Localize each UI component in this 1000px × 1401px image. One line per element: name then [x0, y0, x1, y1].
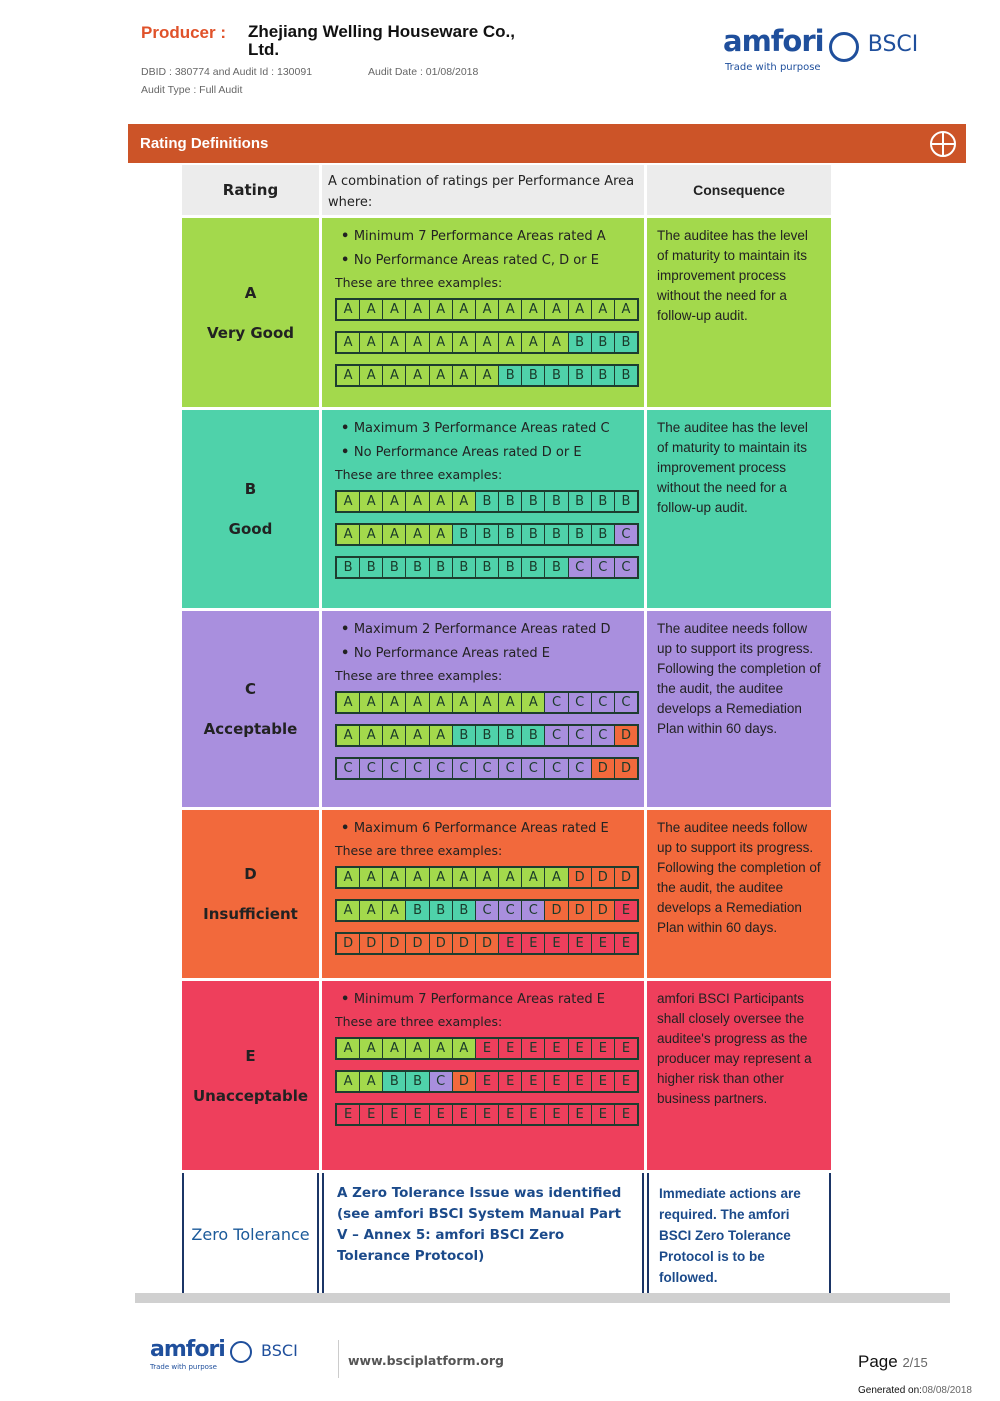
- examples-label: These are three examples:: [335, 1014, 503, 1029]
- rating-cell-d: D: [453, 1072, 476, 1091]
- producer-label: Producer :: [141, 23, 227, 42]
- rating-cell-a: A: [383, 693, 406, 712]
- section-title: Rating Definitions: [140, 135, 269, 152]
- rating-cell-a: A: [430, 868, 453, 887]
- rating-cell-a: A: [406, 333, 429, 352]
- criteria-bullet: • Minimum 7 Performance Areas rated E: [341, 992, 638, 1007]
- rating-cell-a: A: [360, 1072, 383, 1091]
- generated-date: 08/08/2018: [921, 1385, 972, 1396]
- rating-cell-b: B: [592, 525, 615, 544]
- rating-cell-b: B: [522, 726, 545, 745]
- rating-cell-a: A: [337, 333, 360, 352]
- rating-cell-e: E: [499, 1072, 522, 1091]
- rating-cell-a: A: [337, 492, 360, 511]
- rating-cell-a: A: [406, 492, 429, 511]
- examples-label: These are three examples:: [335, 467, 503, 482]
- rating-cell-e: E: [476, 1105, 499, 1124]
- rating-cell-a: A: [430, 1039, 453, 1058]
- rating-cell-e: E: [545, 934, 568, 953]
- rating-cell-b: B: [406, 901, 429, 920]
- rating-cell-a: A: [383, 1039, 406, 1058]
- rating-letter: D: [244, 865, 257, 883]
- rating-cell-e: E: [615, 1105, 637, 1124]
- rating-cell-a: A: [337, 693, 360, 712]
- rating-cell-e: E: [592, 1072, 615, 1091]
- rating-cell-b: B: [476, 525, 499, 544]
- rating-cell-b: B: [569, 525, 592, 544]
- combination-cell: [322, 218, 644, 407]
- rating-cell-a: A: [406, 366, 429, 385]
- rating-cell-a: A: [406, 1039, 429, 1058]
- page-number: [858, 1352, 928, 1372]
- rating-cell-a: A: [545, 868, 568, 887]
- rating-cell-b: B: [453, 726, 476, 745]
- rating-cell-e: E: [592, 1105, 615, 1124]
- rating-cell-b: B: [476, 558, 499, 577]
- rating-cell-c: C: [592, 558, 615, 577]
- amfori-logo: [723, 26, 918, 74]
- rating-row-d: [182, 810, 831, 978]
- rating-cell-a: A: [337, 366, 360, 385]
- rating-cell-d: D: [569, 901, 592, 920]
- rating-cell-a: A: [337, 1072, 360, 1091]
- rating-cell-d: D: [360, 934, 383, 953]
- generated-label: Generated on:: [858, 1385, 922, 1396]
- rating-cell-a: A: [383, 901, 406, 920]
- rating-cell-e: E: [569, 934, 592, 953]
- rating-cell-a: A: [453, 1039, 476, 1058]
- rating-cell-b: B: [545, 366, 568, 385]
- rating-cell-b: B: [569, 366, 592, 385]
- rating-cell-a: A: [476, 300, 499, 319]
- example-grid: [335, 1070, 639, 1093]
- rating-cell-e: E: [337, 1105, 360, 1124]
- rating-cell-b: B: [406, 558, 429, 577]
- example-grid: [335, 691, 639, 714]
- criteria-bullet: • No Performance Areas rated E: [341, 646, 638, 661]
- combination-cell: [322, 410, 644, 608]
- logo-tagline: Trade with purpose: [725, 61, 821, 73]
- rating-cell-b: B: [499, 558, 522, 577]
- rating-cell-e: E: [615, 934, 637, 953]
- rating-cell-e: E: [453, 1105, 476, 1124]
- rating-cell-a: A: [383, 300, 406, 319]
- rating-definitions-table: [182, 165, 831, 1299]
- examples-label: These are three examples:: [335, 668, 503, 683]
- rating-cell-b: B: [453, 525, 476, 544]
- consequence-cell: The auditee has the level of maturity to maintain its improvement process without the need for a follow-up audit.: [647, 218, 831, 407]
- rating-cell-b: B: [615, 492, 637, 511]
- combination-cell: [322, 981, 644, 1170]
- zero-tolerance-consequence: Immediate actions are required. The amfori BSCI Zero Tolerance Protocol is to be followed.: [647, 1173, 831, 1296]
- rating-cell-c: C: [522, 759, 545, 778]
- rating-cell-b: B: [337, 558, 360, 577]
- rating-cell-d: D: [337, 934, 360, 953]
- rating-cell-b: B: [383, 1072, 406, 1091]
- rating-cell-a: A: [383, 726, 406, 745]
- rating-cell-a: A: [592, 300, 615, 319]
- criteria-bullet: • No Performance Areas rated C, D or E: [341, 253, 638, 268]
- logo-brand: amfori: [723, 24, 824, 58]
- rating-cell-a: A: [430, 366, 453, 385]
- example-grid: [335, 757, 639, 780]
- rating-cell-a: A: [453, 300, 476, 319]
- rating-cell-a: A: [430, 525, 453, 544]
- rating-cell-c: C: [406, 759, 429, 778]
- page-value: 2/15: [902, 1355, 928, 1370]
- logo-product: BSCI: [867, 32, 919, 57]
- rating-cell-a: A: [430, 300, 453, 319]
- header-rating: Rating: [182, 165, 319, 215]
- rating-cell-a: A: [545, 300, 568, 319]
- rating-cell-a: A: [406, 726, 429, 745]
- footer-separator: [338, 1340, 339, 1378]
- consequence-cell: The auditee needs follow up to support its progress. Following the completion of the audit, the auditee develops a Remediation Plan within 60 days.: [647, 611, 831, 807]
- combination-cell: [322, 611, 644, 807]
- examples-label: These are three examples:: [335, 843, 503, 858]
- rating-cell-d: D: [569, 868, 592, 887]
- criteria-bullet: • Maximum 2 Performance Areas rated D: [341, 622, 638, 637]
- rating-cell-b: B: [430, 558, 453, 577]
- rating-cell-b: B: [615, 366, 637, 385]
- rating-cell-b: B: [569, 333, 592, 352]
- rating-cell-d: D: [476, 934, 499, 953]
- rating-cell-b: B: [476, 726, 499, 745]
- rating-cell-e: E: [569, 1072, 592, 1091]
- rating-cell-a: A: [383, 333, 406, 352]
- rating-cell-a: A: [406, 525, 429, 544]
- rating-cell-b: B: [545, 525, 568, 544]
- rating-cell-c: C: [615, 525, 637, 544]
- rating-cell-e: E: [499, 1039, 522, 1058]
- rating-cell-a: A: [615, 300, 637, 319]
- footer-amfori-logo: [150, 1338, 298, 1372]
- criteria-bullet: • Minimum 7 Performance Areas rated A: [341, 229, 638, 244]
- rating-label: Very Good: [206, 323, 295, 342]
- rating-cell-d: D: [615, 759, 637, 778]
- rating-cell-a: A: [360, 868, 383, 887]
- rating-cell-c: C: [615, 558, 637, 577]
- consequence-cell: The auditee needs follow up to support its progress. Following the completion of the audit, the auditee develops a Remediation Plan within 60 days.: [647, 810, 831, 978]
- globe-icon: [930, 131, 956, 157]
- rating-cell-c: C: [545, 726, 568, 745]
- example-grid: [335, 523, 639, 546]
- rating-cell-a: A: [406, 693, 429, 712]
- rating-cell-c: C: [499, 759, 522, 778]
- rating-cell-e: E: [615, 1072, 637, 1091]
- rating-cell-a: A: [360, 300, 383, 319]
- rating-cell-a: A: [522, 300, 545, 319]
- rating-cell-b: B: [499, 726, 522, 745]
- rating-cell-c: C: [499, 901, 522, 920]
- rating-cell-d: D: [545, 901, 568, 920]
- rating-cell-a: A: [360, 726, 383, 745]
- zero-tolerance-description: A Zero Tolerance Issue was identified (see amfori BSCI System Manual Part V – Annex 5: amfori BSCI Zero Tolerance Protocol): [322, 1173, 644, 1296]
- rating-cell-b: B: [522, 492, 545, 511]
- rating-cell-a: A: [360, 333, 383, 352]
- rating-letter: E: [245, 1046, 256, 1065]
- rating-cell-b: B: [592, 492, 615, 511]
- rating-cell-b: B: [592, 366, 615, 385]
- rating-letter: B: [244, 480, 257, 498]
- audit-type: Audit Type : Full Audit: [141, 84, 243, 96]
- rating-cell-e: E: [569, 1039, 592, 1058]
- rating-cell-b: B: [592, 333, 615, 352]
- rating-cell: [182, 611, 319, 807]
- rating-cell-a: A: [337, 726, 360, 745]
- footer-logo-tagline: Trade with purpose: [150, 1362, 217, 1371]
- rating-cell-c: C: [592, 726, 615, 745]
- rating-cell-c: C: [453, 759, 476, 778]
- dbid: DBID : 380774 and Audit Id : 130091: [141, 66, 313, 78]
- rating-cell-b: B: [406, 1072, 429, 1091]
- website-link[interactable]: www.bsciplatform.org: [348, 1353, 504, 1368]
- rating-cell-e: E: [522, 1039, 545, 1058]
- example-grid: [335, 1103, 639, 1126]
- rating-cell-a: A: [453, 333, 476, 352]
- rating-cell-a: A: [476, 693, 499, 712]
- example-grid: [335, 932, 639, 955]
- rating-cell-a: A: [453, 492, 476, 511]
- example-grid: [335, 298, 639, 321]
- rating-cell-c: C: [569, 693, 592, 712]
- rating-cell-b: B: [522, 366, 545, 385]
- amfori-ring-icon: [230, 1341, 252, 1363]
- rating-cell-a: A: [499, 868, 522, 887]
- rating-cell-a: A: [522, 693, 545, 712]
- rating-cell-a: A: [337, 525, 360, 544]
- examples-label: These are three examples:: [335, 275, 503, 290]
- rating-cell-e: E: [522, 1105, 545, 1124]
- rating-letter: C: [244, 680, 256, 698]
- rating-cell-b: B: [545, 558, 568, 577]
- rating-cell-e: E: [476, 1039, 499, 1058]
- rating-cell-d: D: [615, 868, 637, 887]
- rating-cell-a: A: [337, 300, 360, 319]
- zero-tolerance-label: Zero Tolerance: [182, 1173, 319, 1296]
- rating-cell-d: D: [383, 934, 406, 953]
- page-label: Page: [858, 1352, 898, 1371]
- rating-cell-b: B: [360, 558, 383, 577]
- rating-cell-b: B: [499, 366, 522, 385]
- rating-cell-a: A: [430, 492, 453, 511]
- rating-cell: [182, 410, 319, 608]
- rating-row-b: [182, 410, 831, 608]
- rating-cell-a: A: [569, 300, 592, 319]
- rating-cell-a: A: [430, 726, 453, 745]
- rating-cell-b: B: [383, 558, 406, 577]
- rating-label: Acceptable: [203, 720, 298, 738]
- rating-cell-a: A: [360, 492, 383, 511]
- rating-cell-a: A: [360, 693, 383, 712]
- rating-cell-e: E: [545, 1072, 568, 1091]
- rating-cell-a: A: [522, 868, 545, 887]
- rating-cell-d: D: [453, 934, 476, 953]
- rating-row-a: [182, 218, 831, 407]
- rating-cell-e: E: [383, 1105, 406, 1124]
- amfori-ring-icon: [829, 32, 859, 62]
- rating-cell-b: B: [430, 901, 453, 920]
- rating-cell-d: D: [406, 934, 429, 953]
- rating-cell-a: A: [453, 693, 476, 712]
- rating-cell-e: E: [499, 1105, 522, 1124]
- rating-cell-c: C: [476, 759, 499, 778]
- rating-cell-d: D: [592, 868, 615, 887]
- rating-cell-e: E: [545, 1039, 568, 1058]
- rating-row-c: [182, 611, 831, 807]
- rating-cell-e: E: [615, 901, 637, 920]
- example-grid: [335, 556, 639, 579]
- rating-cell-a: A: [360, 1039, 383, 1058]
- rating-cell-a: A: [360, 901, 383, 920]
- rating-cell: [182, 218, 319, 407]
- table-header: [182, 165, 831, 215]
- rating-cell-e: E: [522, 934, 545, 953]
- rating-cell-b: B: [499, 492, 522, 511]
- rating-cell-e: E: [522, 1072, 545, 1091]
- rating-cell-a: A: [545, 333, 568, 352]
- rating-cell-a: A: [360, 525, 383, 544]
- example-grid: [335, 724, 639, 747]
- rating-cell-a: A: [430, 693, 453, 712]
- consequence-cell: amfori BSCI Participants shall closely oversee the auditee's progress as the producer may represent a higher risk than other business partners.: [647, 981, 831, 1170]
- rating-cell-e: E: [592, 934, 615, 953]
- example-grid: [335, 364, 639, 387]
- footer-logo-product: BSCI: [261, 1341, 298, 1360]
- example-grid: [335, 331, 639, 354]
- rating-cell-a: A: [337, 901, 360, 920]
- rating-cell-c: C: [383, 759, 406, 778]
- rating-cell-a: A: [383, 868, 406, 887]
- rating-cell-b: B: [545, 492, 568, 511]
- rating-cell-c: C: [360, 759, 383, 778]
- rating-cell-b: B: [499, 525, 522, 544]
- rating-cell-e: E: [360, 1105, 383, 1124]
- rating-cell-a: A: [406, 868, 429, 887]
- consequence-cell: The auditee has the level of maturity to maintain its improvement process without the need for a follow-up audit.: [647, 410, 831, 608]
- header-consequence: Consequence: [647, 165, 831, 215]
- rating-cell-b: B: [522, 525, 545, 544]
- rating-cell-d: D: [615, 726, 637, 745]
- rating-cell-a: A: [476, 333, 499, 352]
- rating-cell-d: D: [592, 759, 615, 778]
- rating-cell-e: E: [615, 1039, 637, 1058]
- rating-cell-e: E: [592, 1039, 615, 1058]
- rating-cell-a: A: [406, 300, 429, 319]
- rating-cell-c: C: [545, 759, 568, 778]
- rating-cell-a: A: [383, 492, 406, 511]
- rating-cell-e: E: [545, 1105, 568, 1124]
- rating-cell-a: A: [499, 693, 522, 712]
- rating-cell-b: B: [476, 492, 499, 511]
- criteria-bullet: • Maximum 6 Performance Areas rated E: [341, 821, 638, 836]
- rating-cell-a: A: [337, 868, 360, 887]
- rating-cell-d: D: [430, 934, 453, 953]
- rating-cell-c: C: [569, 558, 592, 577]
- rating-label: Good: [228, 520, 273, 538]
- rating-letter: A: [244, 283, 257, 302]
- rating-cell-c: C: [430, 1072, 453, 1091]
- rating-cell-a: A: [430, 333, 453, 352]
- criteria-bullet: • Maximum 3 Performance Areas rated C: [341, 421, 638, 436]
- rating-cell-c: C: [522, 901, 545, 920]
- rating-cell-c: C: [592, 693, 615, 712]
- rating-cell-b: B: [522, 558, 545, 577]
- audit-date: Audit Date : 01/08/2018: [368, 66, 479, 78]
- rating-cell-c: C: [615, 693, 637, 712]
- rating-cell-c: C: [545, 693, 568, 712]
- rating-cell-b: B: [453, 901, 476, 920]
- rating-cell-a: A: [360, 366, 383, 385]
- rating-cell-c: C: [337, 759, 360, 778]
- example-grid: [335, 866, 639, 889]
- rating-cell-e: E: [569, 1105, 592, 1124]
- rating-cell-e: E: [430, 1105, 453, 1124]
- rating-cell-a: A: [476, 366, 499, 385]
- rating-cell-b: B: [569, 492, 592, 511]
- generated-on: [858, 1385, 972, 1396]
- criteria-bullet: • No Performance Areas rated D or E: [341, 445, 638, 460]
- rating-cell-b: B: [453, 558, 476, 577]
- rating-cell-a: A: [476, 868, 499, 887]
- zero-tolerance-row: [182, 1173, 831, 1296]
- rating-label: Unacceptable: [192, 1086, 309, 1105]
- rating-cell-a: A: [453, 868, 476, 887]
- rating-cell-e: E: [406, 1105, 429, 1124]
- rating-label: Insufficient: [203, 905, 298, 923]
- rating-cell-b: B: [615, 333, 637, 352]
- example-grid: [335, 490, 639, 513]
- producer-name: Zhejiang Welling Houseware Co., Ltd.: [248, 22, 516, 59]
- rating-cell-c: C: [476, 901, 499, 920]
- rating-cell-a: A: [499, 333, 522, 352]
- example-grid: [335, 1037, 639, 1060]
- rating-cell-c: C: [569, 759, 592, 778]
- combination-cell: [322, 810, 644, 978]
- rating-cell-a: A: [499, 300, 522, 319]
- footer-logo-brand: amfori: [150, 1337, 225, 1362]
- header-combination: A combination of ratings per Performance Area where:: [322, 165, 644, 215]
- divider-bar: [135, 1293, 950, 1303]
- rating-cell-c: C: [430, 759, 453, 778]
- rating-cell-a: A: [453, 366, 476, 385]
- rating-cell-a: A: [522, 333, 545, 352]
- section-header: [128, 124, 966, 163]
- rating-cell-d: D: [592, 901, 615, 920]
- rating-cell-c: C: [569, 726, 592, 745]
- rating-cell-a: A: [383, 525, 406, 544]
- rating-cell-e: E: [476, 1072, 499, 1091]
- example-grid: [335, 899, 639, 922]
- rating-cell-a: A: [337, 1039, 360, 1058]
- rating-cell: [182, 810, 319, 978]
- rating-cell-a: A: [383, 366, 406, 385]
- rating-cell-e: E: [499, 934, 522, 953]
- rating-cell: [182, 981, 319, 1170]
- rating-row-e: [182, 981, 831, 1170]
